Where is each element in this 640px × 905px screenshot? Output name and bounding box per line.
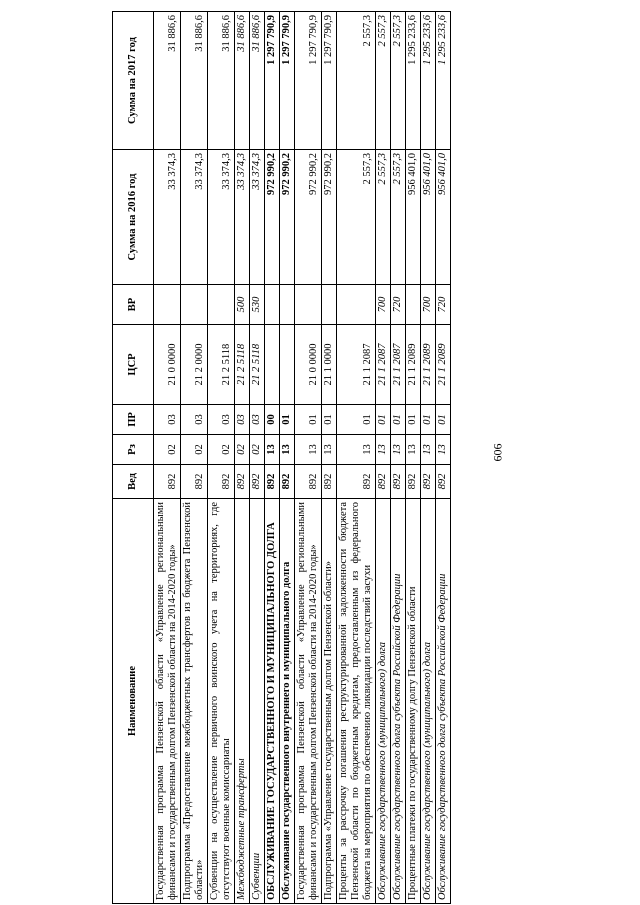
- table-cell: 892: [181, 465, 208, 499]
- table-cell: 892: [250, 465, 265, 499]
- table-cell: [406, 285, 421, 325]
- table-row: [235, 12, 250, 904]
- table-cell: 33 374,3: [154, 150, 181, 285]
- table-cell: [280, 325, 295, 405]
- table-cell: Субвенции на осуществление первичного воинского учета на территориях, где отсутствуют военные комиссариаты: [208, 499, 235, 904]
- table-cell: [265, 325, 280, 405]
- table-row: [250, 12, 265, 904]
- table-cell: 892: [337, 465, 376, 499]
- table-cell: Государственная программа Пензенской области «Управление региональными финансами и государственным долгом Пензенской области на 2014-2020 годы»: [154, 499, 181, 904]
- column-header: Сумма на 2017 год: [113, 12, 154, 150]
- table-cell: 892: [391, 465, 406, 499]
- table-cell: 01: [295, 405, 322, 435]
- table-cell: 01: [322, 405, 337, 435]
- table-cell: 720: [391, 285, 406, 325]
- table-cell: [154, 285, 181, 325]
- table-cell: 03: [181, 405, 208, 435]
- table-cell: 21 2 5118: [250, 325, 265, 405]
- budget-table: [112, 11, 451, 904]
- table-row: [391, 12, 406, 904]
- table-row: [376, 12, 391, 904]
- table-cell: Обслуживание государственного долга субъекта Российской Федерации: [436, 499, 451, 904]
- column-header: Наименование: [113, 499, 154, 904]
- table-cell: 13: [280, 435, 295, 465]
- table-cell: Подпрограмма «Предоставление межбюджетных трансфертов из бюджета Пензенской области»: [181, 499, 208, 904]
- table-cell: [337, 285, 376, 325]
- table-cell: [280, 285, 295, 325]
- table-cell: 31 886,6: [181, 12, 208, 150]
- table-cell: 21 1 0000: [322, 325, 337, 405]
- table-cell: 700: [376, 285, 391, 325]
- table-cell: 2 557,3: [337, 150, 376, 285]
- table-cell: 21 0 0000: [154, 325, 181, 405]
- table-cell: 530: [250, 285, 265, 325]
- table-cell: 33 374,3: [235, 150, 250, 285]
- table-cell: 2 557,3: [376, 150, 391, 285]
- table-cell: 33 374,3: [208, 150, 235, 285]
- table-cell: 972 990,2: [322, 150, 337, 285]
- table-cell: 01: [337, 405, 376, 435]
- table-cell: 13: [322, 435, 337, 465]
- table-cell: Межбюджетные трансферты: [235, 499, 250, 904]
- table-cell: 03: [154, 405, 181, 435]
- table-cell: 956 401,0: [436, 150, 451, 285]
- table-cell: 21 2 5118: [208, 325, 235, 405]
- table-cell: 33 374,3: [250, 150, 265, 285]
- table-cell: 03: [235, 405, 250, 435]
- table-cell: 21 1 2087: [337, 325, 376, 405]
- table-cell: 21 1 2089: [436, 325, 451, 405]
- table-cell: 02: [208, 435, 235, 465]
- column-header: ВР: [113, 285, 154, 325]
- table-cell: 01: [376, 405, 391, 435]
- table-cell: 956 401,0: [406, 150, 421, 285]
- table-cell: 13: [295, 435, 322, 465]
- table-cell: 02: [235, 435, 250, 465]
- column-header: ЦСР: [113, 325, 154, 405]
- table-cell: Субвенции: [250, 499, 265, 904]
- table-cell: 31 886,6: [235, 12, 250, 150]
- table-cell: 02: [181, 435, 208, 465]
- budget-table-rotated: [112, 10, 550, 904]
- table-row: [208, 12, 235, 904]
- table-row: [406, 12, 421, 904]
- table-cell: Подпрограмма «Управление государственным долгом Пензенской области»: [322, 499, 337, 904]
- table-cell: Обслуживание государственного долга субъекта Российской Федерации: [391, 499, 406, 904]
- table-cell: 21 1 2087: [391, 325, 406, 405]
- table-cell: Обслуживание государственного (муниципального) долга: [376, 499, 391, 904]
- table-cell: Проценты за рассрочку погашения реструктурированной задолженности бюджета Пензенской области по бюджетным кредитам, предоставленным из федерального бюджета на мероприятия по обеспечению ликвидации последствий засухи: [337, 499, 376, 904]
- table-cell: 2 557,3: [337, 12, 376, 150]
- table-cell: 892: [322, 465, 337, 499]
- table-cell: 02: [154, 435, 181, 465]
- table-cell: 892: [280, 465, 295, 499]
- table-cell: 892: [265, 465, 280, 499]
- table-cell: 892: [406, 465, 421, 499]
- table-cell: 21 1 2087: [376, 325, 391, 405]
- table-cell: 02: [250, 435, 265, 465]
- table-cell: [208, 285, 235, 325]
- table-cell: 03: [208, 405, 235, 435]
- table-cell: 01: [406, 405, 421, 435]
- table-cell: 2 557,3: [376, 12, 391, 150]
- column-header: ПР: [113, 405, 154, 435]
- table-cell: 01: [280, 405, 295, 435]
- table-row: [322, 12, 337, 904]
- table-cell: 720: [436, 285, 451, 325]
- table-cell: 21 2 0000: [181, 325, 208, 405]
- column-header: Сумма на 2016 год: [113, 150, 154, 285]
- table-cell: 13: [406, 435, 421, 465]
- table-row: [265, 12, 280, 904]
- table-cell: 31 886,6: [208, 12, 235, 150]
- table-row: [154, 12, 181, 904]
- table-cell: 21 1 2089: [421, 325, 436, 405]
- table-row: [181, 12, 208, 904]
- page-number: 606: [490, 443, 505, 462]
- table-row: [280, 12, 295, 904]
- table-cell: 892: [376, 465, 391, 499]
- table-cell: 1 297 790,9: [280, 12, 295, 150]
- table-cell: 33 374,3: [181, 150, 208, 285]
- table-cell: 972 990,2: [295, 150, 322, 285]
- table-cell: 1 295 233,6: [436, 12, 451, 150]
- table-cell: Государственная программа Пензенской области «Управление региональными финансами и государственным долгом Пензенской области на 2014-2020 годы»: [295, 499, 322, 904]
- table-cell: 03: [250, 405, 265, 435]
- table-cell: 1 297 790,9: [265, 12, 280, 150]
- table-cell: 972 990,2: [265, 150, 280, 285]
- table-cell: 700: [421, 285, 436, 325]
- table-cell: 13: [376, 435, 391, 465]
- table-row: [337, 12, 376, 904]
- table-cell: 21 2 5118: [235, 325, 250, 405]
- table-cell: 01: [391, 405, 406, 435]
- table-cell: [295, 285, 322, 325]
- table-cell: 01: [436, 405, 451, 435]
- table-cell: 1 297 790,9: [322, 12, 337, 150]
- table-cell: ОБСЛУЖИВАНИЕ ГОСУДАРСТВЕННОГО И МУНИЦИПАЛЬНОГО ДОЛГА: [265, 499, 280, 904]
- table-row: [436, 12, 451, 904]
- table-cell: 31 886,6: [154, 12, 181, 150]
- table-cell: Обслуживание государственного внутреннего и муниципального долга: [280, 499, 295, 904]
- table-cell: 13: [436, 435, 451, 465]
- table-cell: 892: [295, 465, 322, 499]
- table-cell: 956 401,0: [421, 150, 436, 285]
- table-cell: 31 886,6: [250, 12, 265, 150]
- table-cell: 892: [421, 465, 436, 499]
- column-header: Вед: [113, 465, 154, 499]
- table-cell: 13: [265, 435, 280, 465]
- table-header: [113, 12, 154, 904]
- table-row: [295, 12, 322, 904]
- column-header: Рз: [113, 435, 154, 465]
- table-cell: Обслуживание государственного (муниципального) долга: [421, 499, 436, 904]
- table-cell: [181, 285, 208, 325]
- table-row: [421, 12, 436, 904]
- table-cell: 892: [208, 465, 235, 499]
- table-cell: 21 0 0000: [295, 325, 322, 405]
- table-cell: 972 990,2: [280, 150, 295, 285]
- table-cell: 00: [265, 405, 280, 435]
- table-cell: 2 557,3: [391, 150, 406, 285]
- table-cell: 1 295 233,6: [421, 12, 436, 150]
- table-cell: 892: [436, 465, 451, 499]
- table-cell: [265, 285, 280, 325]
- table-cell: 13: [337, 435, 376, 465]
- table-cell: 1 297 790,9: [295, 12, 322, 150]
- table-cell: 892: [235, 465, 250, 499]
- table-cell: 01: [421, 405, 436, 435]
- table-cell: 2 557,3: [391, 12, 406, 150]
- table-cell: 1 295 233,6: [406, 12, 421, 150]
- table-cell: Процентные платежи по государственному долгу Пензенской области: [406, 499, 421, 904]
- table-cell: 13: [421, 435, 436, 465]
- table-cell: 21 1 2089: [406, 325, 421, 405]
- table-cell: [322, 285, 337, 325]
- table-cell: 892: [154, 465, 181, 499]
- table-cell: 13: [391, 435, 406, 465]
- table-cell: 500: [235, 285, 250, 325]
